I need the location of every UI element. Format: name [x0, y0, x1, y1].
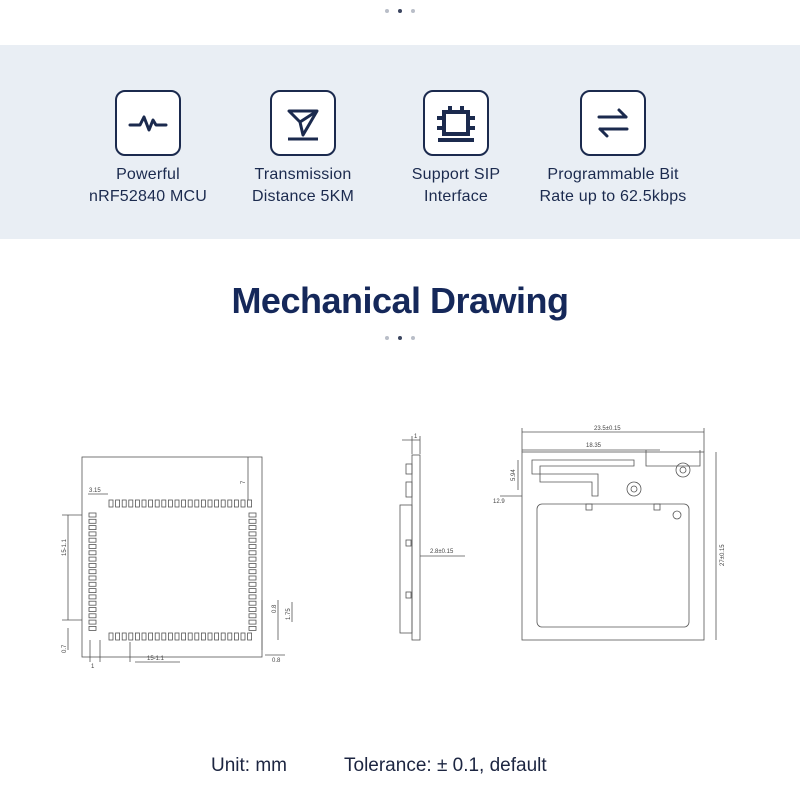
solder-pad — [175, 633, 179, 640]
dim-label: 12.9 — [493, 499, 505, 505]
solder-pad — [221, 633, 225, 640]
solder-pad — [89, 589, 96, 593]
side-shield — [400, 505, 412, 633]
dim-label: 23.5±0.15 — [594, 426, 621, 432]
solder-pad — [215, 500, 219, 507]
solder-pad — [208, 500, 212, 507]
pad-row-bottom — [109, 633, 252, 640]
dim-label: 1 — [414, 434, 418, 440]
solder-pad — [208, 633, 212, 640]
solder-pad — [249, 519, 256, 523]
solder-pad — [175, 500, 179, 507]
dim-label: 5.94 — [511, 469, 517, 481]
pad-column-right — [249, 513, 256, 630]
pad-row-top — [109, 500, 252, 507]
solder-pad — [249, 601, 256, 605]
dim-label: 0.8 — [272, 658, 281, 664]
solder-pad — [249, 513, 256, 517]
feature-distance — [218, 90, 388, 208]
solder-pad — [249, 608, 256, 612]
dim-label: 2.8±0.15 — [430, 549, 454, 555]
solder-pad — [215, 633, 219, 640]
solder-pad — [249, 532, 256, 536]
solder-pad — [188, 500, 192, 507]
dim-label: 15-1.1 — [62, 538, 68, 556]
solder-pad — [89, 519, 96, 523]
solder-pad — [142, 633, 146, 640]
tolerance-note: Tolerance: ± 0.1, default — [344, 755, 547, 776]
carousel-dot[interactable] — [411, 336, 415, 340]
solder-pad — [142, 500, 146, 507]
side-pcb — [412, 455, 420, 640]
solder-pad — [228, 500, 232, 507]
solder-pad — [89, 538, 96, 542]
solder-pad — [201, 500, 205, 507]
dim-label: 7 — [241, 480, 247, 484]
feature-mcu — [63, 90, 233, 208]
solder-pad — [249, 538, 256, 542]
section-title: Mechanical Drawing — [231, 280, 569, 321]
solder-pad — [249, 551, 256, 555]
solder-pad — [182, 500, 186, 507]
feature-band — [0, 45, 800, 239]
front-dimension-labels — [62, 480, 292, 670]
solder-pad — [249, 589, 256, 593]
solder-pad — [249, 526, 256, 530]
send-icon — [270, 90, 336, 156]
solder-pad — [149, 500, 153, 507]
swap-arrows-icon — [580, 90, 646, 156]
solder-pad — [122, 500, 126, 507]
solder-pad — [89, 570, 96, 574]
solder-pad — [89, 513, 96, 517]
solder-pad — [149, 633, 153, 640]
dim-label: 1 — [91, 664, 95, 670]
pulse-icon — [115, 90, 181, 156]
solder-pad — [89, 620, 96, 624]
solder-pad — [248, 633, 252, 640]
solder-pad — [249, 563, 256, 567]
feature-label: Support SIP Interface — [411, 166, 501, 205]
solder-pad — [182, 633, 186, 640]
solder-pad — [89, 563, 96, 567]
solder-pad — [221, 500, 225, 507]
carousel-dot-active[interactable] — [398, 336, 402, 340]
solder-pad — [188, 633, 192, 640]
pcb-antenna — [532, 460, 634, 496]
solder-pad — [234, 633, 238, 640]
solder-pad — [249, 614, 256, 618]
solder-pad — [129, 633, 133, 640]
solder-pad — [116, 633, 120, 640]
solder-pad — [122, 633, 126, 640]
solder-pad — [234, 500, 238, 507]
dim-label: 3.15 — [89, 488, 101, 494]
solder-pad — [89, 626, 96, 630]
carousel-dot[interactable] — [385, 336, 389, 340]
dim-label: 27±0.15 — [720, 544, 726, 566]
feature-label: Powerful nRF52840 MCU — [88, 166, 207, 205]
module-outline-top — [522, 452, 704, 640]
carousel-dot[interactable] — [385, 9, 389, 13]
solder-pad — [168, 500, 172, 507]
solder-pad — [109, 500, 113, 507]
shield-can — [537, 504, 689, 627]
solder-pad — [89, 595, 96, 599]
solder-pad — [135, 633, 139, 640]
chip-icon — [423, 90, 489, 156]
solder-pad — [249, 626, 256, 630]
dim-label: 15-1.1 — [147, 656, 165, 662]
solder-pad — [168, 633, 172, 640]
top-dimension-labels — [493, 426, 726, 566]
carousel-dots-top — [0, 9, 800, 13]
solder-pad — [249, 582, 256, 586]
module-outline-front — [82, 457, 262, 657]
top-view — [500, 428, 716, 640]
feature-label: Programmable Bit Rate up to 62.5kbps — [539, 166, 687, 205]
ufl-connector — [627, 482, 641, 496]
pad-column-left — [89, 513, 96, 630]
solder-pad — [249, 576, 256, 580]
solder-pad — [129, 500, 133, 507]
solder-pad — [195, 500, 199, 507]
solder-pad — [249, 620, 256, 624]
solder-pad — [249, 545, 256, 549]
solder-pad — [89, 601, 96, 605]
solder-pad — [89, 614, 96, 618]
ufl-connector — [676, 463, 690, 477]
carousel-dots-mid — [0, 336, 800, 340]
solder-pad — [89, 551, 96, 555]
feature-sip — [371, 90, 541, 208]
solder-pad — [89, 532, 96, 536]
solder-pad — [109, 633, 113, 640]
mechanical-drawing — [0, 380, 800, 680]
feature-label: Transmission Distance 5KM — [252, 166, 354, 205]
side-view — [400, 436, 465, 640]
solder-pad — [135, 500, 139, 507]
solder-pad — [89, 576, 96, 580]
carousel-dot[interactable] — [411, 9, 415, 13]
solder-pad — [241, 633, 245, 640]
solder-pad — [228, 633, 232, 640]
solder-pad — [241, 500, 245, 507]
dim-label: 18.35 — [586, 443, 602, 449]
solder-pad — [89, 545, 96, 549]
solder-pad — [89, 557, 96, 561]
solder-pad — [116, 500, 120, 507]
solder-pad — [89, 608, 96, 612]
solder-pad — [89, 526, 96, 530]
solder-pad — [201, 633, 205, 640]
carousel-dot-active[interactable] — [398, 9, 402, 13]
dim-label: 0.8 — [272, 604, 278, 613]
solder-pad — [155, 633, 159, 640]
solder-pad — [195, 633, 199, 640]
solder-pad — [249, 595, 256, 599]
dim-label: 0.7 — [62, 644, 68, 653]
feature-bitrate — [528, 90, 698, 208]
dim-label: 1.75 — [286, 608, 292, 620]
solder-pad — [248, 500, 252, 507]
solder-pad — [249, 570, 256, 574]
solder-pad — [89, 582, 96, 586]
unit-note: Unit: mm — [211, 755, 287, 776]
solder-pad — [162, 500, 166, 507]
solder-pad — [249, 557, 256, 561]
solder-pad — [155, 500, 159, 507]
solder-pad — [162, 633, 166, 640]
